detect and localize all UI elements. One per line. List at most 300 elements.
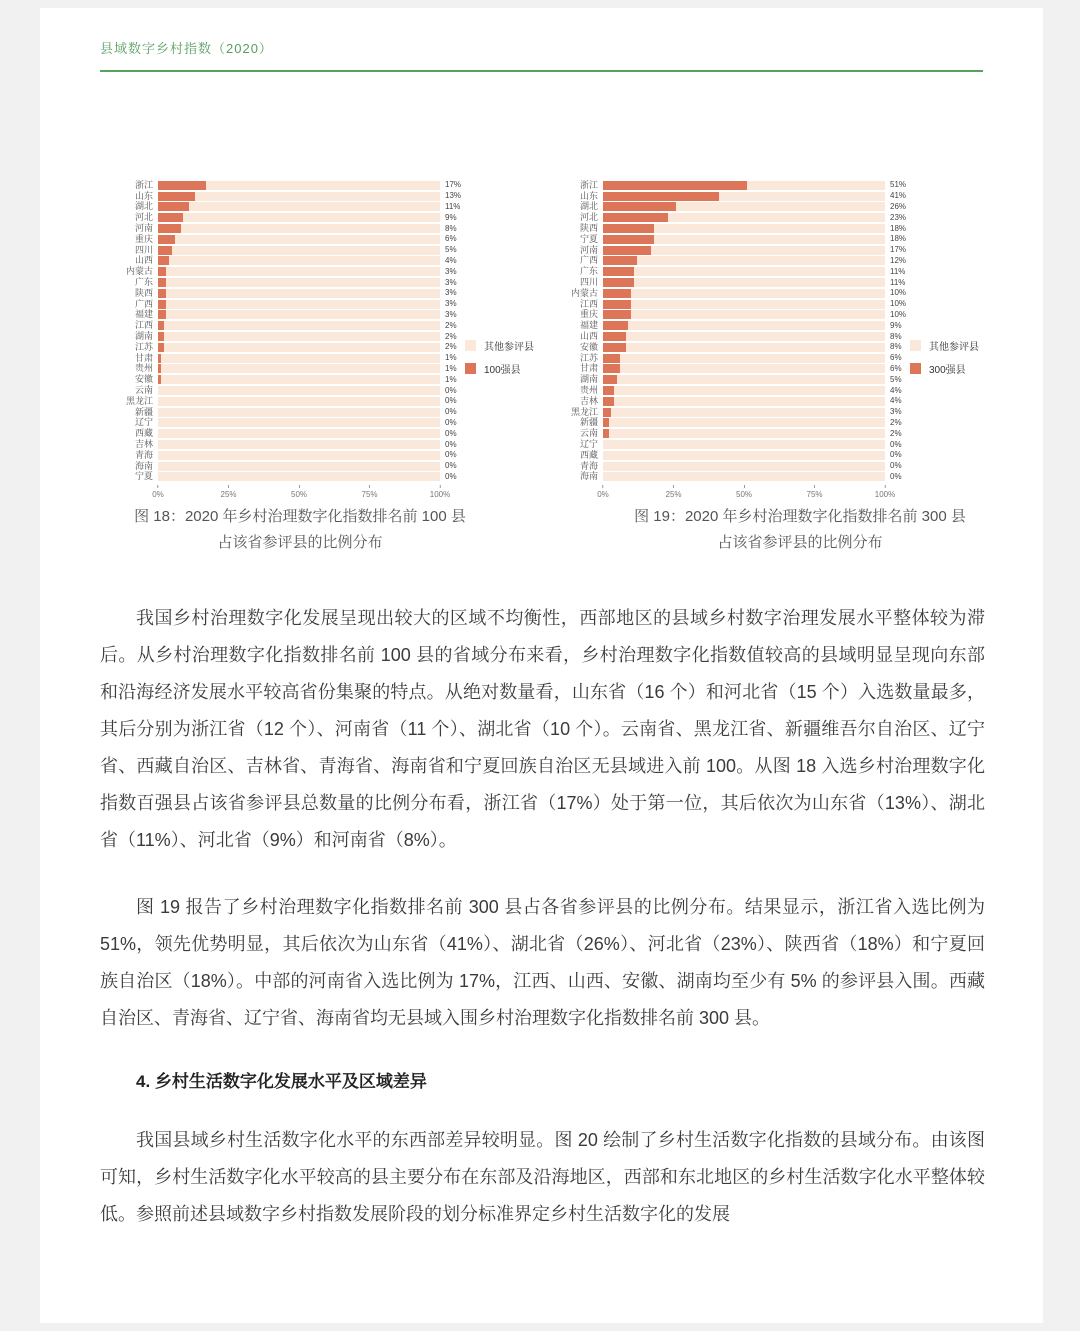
chart-row bbox=[98, 288, 538, 299]
value-label: 11% bbox=[445, 201, 461, 211]
bar-segment bbox=[603, 192, 719, 201]
legend-item bbox=[465, 361, 534, 376]
tick-mark bbox=[814, 485, 815, 488]
chart-row bbox=[543, 310, 983, 321]
tick-label: 50% bbox=[735, 490, 753, 500]
bar-track bbox=[603, 246, 885, 255]
value-label: 0% bbox=[445, 428, 457, 438]
chart-rows bbox=[98, 180, 538, 482]
bar-segment bbox=[603, 202, 676, 211]
figure-caption-18 bbox=[110, 504, 490, 556]
tick-mark bbox=[673, 485, 674, 488]
page-header bbox=[100, 38, 983, 72]
chart-row bbox=[543, 266, 983, 277]
bar-track bbox=[603, 181, 885, 190]
tick-label: 25% bbox=[220, 490, 237, 500]
tick-mark bbox=[228, 485, 229, 488]
value-label: 8% bbox=[445, 223, 457, 233]
chart-row bbox=[543, 223, 983, 234]
province-label: 广东 bbox=[579, 266, 598, 277]
bar-track bbox=[603, 289, 885, 298]
value-label: 5% bbox=[445, 245, 457, 255]
value-label: 0% bbox=[445, 461, 457, 471]
bar-segment bbox=[603, 278, 634, 287]
bar-segment bbox=[603, 397, 614, 406]
bar-segment bbox=[603, 408, 611, 417]
value-label: 12% bbox=[890, 255, 907, 265]
bar-track bbox=[158, 462, 440, 471]
legend-label: 其他参评县 bbox=[929, 342, 979, 353]
bar-track bbox=[158, 386, 440, 395]
chart-row bbox=[98, 191, 538, 202]
document-page bbox=[40, 8, 1043, 1323]
value-label: 2% bbox=[445, 342, 457, 352]
legend-swatch bbox=[910, 340, 921, 351]
page-title: 县域数字乡村指数（2020） bbox=[100, 41, 273, 56]
value-label: 1% bbox=[445, 363, 457, 373]
bar-track bbox=[603, 256, 885, 265]
tick-label: 100% bbox=[874, 490, 896, 500]
value-label: 3% bbox=[445, 277, 457, 287]
legend-label: 300强县 bbox=[929, 365, 966, 376]
value-label: 5% bbox=[890, 374, 902, 384]
value-label: 0% bbox=[890, 450, 902, 460]
tick-mark bbox=[298, 485, 299, 488]
chart-row bbox=[543, 299, 983, 310]
value-label: 18% bbox=[890, 223, 907, 233]
value-label: 0% bbox=[890, 439, 902, 449]
value-label: 3% bbox=[445, 266, 457, 276]
bar-segment bbox=[158, 354, 161, 363]
value-label: 41% bbox=[890, 191, 907, 201]
bar-track bbox=[603, 332, 885, 341]
value-label: 3% bbox=[890, 407, 902, 417]
axis-tick bbox=[220, 485, 236, 499]
tick-mark bbox=[603, 485, 604, 488]
chart-row bbox=[98, 461, 538, 472]
bar-track bbox=[158, 418, 440, 427]
bar-track bbox=[158, 300, 440, 309]
province-label: 黑龙江 bbox=[125, 395, 153, 406]
tick-mark bbox=[369, 485, 370, 488]
chart-row bbox=[98, 385, 538, 396]
province-label: 辽宁 bbox=[579, 439, 598, 450]
axis-tick bbox=[430, 485, 450, 499]
bar-segment bbox=[603, 224, 654, 233]
bar-track bbox=[603, 224, 885, 233]
bar-segment bbox=[158, 364, 161, 373]
bar-segment bbox=[158, 343, 164, 352]
tick-mark bbox=[885, 485, 886, 488]
bar-segment bbox=[603, 375, 617, 384]
axis-tick bbox=[361, 485, 377, 499]
province-label: 江苏 bbox=[579, 352, 598, 363]
province-label: 湖南 bbox=[134, 331, 153, 342]
bar-track bbox=[603, 472, 885, 481]
value-label: 10% bbox=[890, 299, 907, 309]
tick-label: 100% bbox=[429, 490, 451, 500]
axis-tick bbox=[291, 485, 307, 499]
value-label: 3% bbox=[445, 288, 457, 298]
bar-segment bbox=[603, 256, 637, 265]
province-label: 贵州 bbox=[134, 363, 153, 374]
province-label: 甘肃 bbox=[134, 352, 153, 363]
chart-row bbox=[543, 385, 983, 396]
tick-label: 75% bbox=[806, 490, 823, 500]
province-label: 河南 bbox=[134, 223, 153, 234]
value-label: 10% bbox=[890, 309, 907, 319]
province-label: 内蒙古 bbox=[125, 266, 153, 277]
chart-row bbox=[98, 310, 538, 321]
province-label: 河南 bbox=[579, 244, 598, 255]
bar-segment bbox=[603, 310, 631, 319]
bar-track bbox=[603, 451, 885, 460]
chart-row bbox=[543, 245, 983, 256]
bar-track bbox=[603, 202, 885, 211]
value-label: 18% bbox=[890, 234, 907, 244]
province-label: 湖北 bbox=[579, 201, 598, 212]
bar-track bbox=[603, 408, 885, 417]
bar-segment bbox=[158, 246, 172, 255]
paragraph-1: 我国乡村治理数字化发展呈现出较大的区域不均衡性，西部地区的县域乡村数字治理发展水平整体较为滞后。从乡村治理数字化指数排名前 100 县的省域分布来看，乡村治理数字化指数值较高的县域明显呈现向东部和沿海经济发展水平较高省份集聚的特点。从绝对数量看，山东省（16 个）和河北省（15 个）入选数量最多，其后分别为浙江省（12 个）、河南省（11 个）、湖北省（10 个）。云南省、黑龙江省、新疆维吾尔自治区、辽宁省、西藏自治区、吉林省、青海省、海南省和宁夏回族自治区无县域进入前 100。从图 18 入选乡村治理数字化指数百强县占该省参评县总数量的比例分布看，浙江省（17%）处于第一位，其后依次为山东省（13%）、湖北省（11%）、河北省（9%）和河南省（8%）。 bbox=[100, 608, 985, 850]
bar-segment bbox=[603, 289, 631, 298]
chart-row bbox=[98, 223, 538, 234]
bar-segment bbox=[158, 310, 166, 319]
paragraph-2: 图 19 报告了乡村治理数字化指数排名前 300 县占各省参评县的比例分布。结果显示，浙江省入选比例为 51%，领先优势明显，其后依次为山东省（41%）、湖北省（26%）、河北省（23%）、陕西省（18%）和宁夏回族自治区（18%）。中部的河南省入选比例为 17%，江西、山西、安徽、湖南均至少有 5% 的参评县入围。西藏自治区、青海省、辽宁省、海南省均无县域入围乡村治理数字化指数排名前 300 县。 bbox=[100, 897, 985, 1028]
bar-track bbox=[158, 267, 440, 276]
axis-tick bbox=[875, 485, 895, 499]
chart-row bbox=[543, 202, 983, 213]
bar-segment bbox=[158, 267, 166, 276]
chart-row bbox=[98, 396, 538, 407]
province-label: 江西 bbox=[579, 298, 598, 309]
province-label: 新疆 bbox=[579, 417, 598, 428]
caption-line: 图 18：2020 年乡村治理数字化指数排名前 100 县 bbox=[134, 508, 466, 525]
value-label: 8% bbox=[890, 331, 902, 341]
chart-row bbox=[98, 428, 538, 439]
chart-row bbox=[543, 472, 983, 483]
bar-track bbox=[603, 278, 885, 287]
value-label: 2% bbox=[445, 320, 457, 330]
value-label: 1% bbox=[445, 353, 457, 363]
chart-row bbox=[543, 439, 983, 450]
legend-swatch bbox=[465, 340, 476, 351]
province-label: 江苏 bbox=[134, 341, 153, 352]
province-label: 河北 bbox=[134, 212, 153, 223]
tick-mark bbox=[743, 485, 744, 488]
value-label: 3% bbox=[445, 309, 457, 319]
legend-item bbox=[910, 338, 979, 353]
chart-row bbox=[543, 234, 983, 245]
value-label: 4% bbox=[445, 255, 457, 265]
value-label: 2% bbox=[890, 428, 902, 438]
bar-track bbox=[158, 364, 440, 373]
caption-line: 占该省参评县的比例分布 bbox=[217, 534, 383, 551]
bar-track bbox=[603, 343, 885, 352]
bar-track bbox=[158, 408, 440, 417]
province-label: 广西 bbox=[134, 298, 153, 309]
bar-segment bbox=[603, 332, 626, 341]
bar-track bbox=[158, 343, 440, 352]
province-label: 甘肃 bbox=[579, 363, 598, 374]
chart-row bbox=[543, 212, 983, 223]
province-label: 海南 bbox=[579, 471, 598, 482]
chart-row bbox=[98, 212, 538, 223]
bar-track bbox=[158, 192, 440, 201]
bar-track bbox=[158, 289, 440, 298]
bar-segment bbox=[603, 213, 668, 222]
section-heading: 4. 乡村生活数字化发展水平及区域差异 bbox=[136, 1072, 427, 1091]
bar-track bbox=[158, 278, 440, 287]
province-label: 广西 bbox=[579, 255, 598, 266]
value-label: 23% bbox=[890, 212, 907, 222]
bar-track bbox=[158, 397, 440, 406]
province-label: 山西 bbox=[579, 331, 598, 342]
province-label: 吉林 bbox=[134, 439, 153, 450]
bar-segment bbox=[158, 181, 206, 190]
chart-row bbox=[543, 180, 983, 191]
bar-segment bbox=[158, 202, 189, 211]
province-label: 新疆 bbox=[134, 406, 153, 417]
province-label: 宁夏 bbox=[134, 471, 153, 482]
chart-row bbox=[98, 180, 538, 191]
bar-segment bbox=[158, 375, 161, 384]
bar-track bbox=[158, 224, 440, 233]
bar-track bbox=[603, 429, 885, 438]
bar-track bbox=[603, 462, 885, 471]
value-label: 4% bbox=[890, 396, 902, 406]
bar-segment bbox=[603, 343, 626, 352]
bar-segment bbox=[603, 418, 609, 427]
body-text bbox=[40, 600, 1043, 1233]
bar-track bbox=[158, 429, 440, 438]
chart-row bbox=[98, 407, 538, 418]
value-label: 6% bbox=[890, 363, 902, 373]
bar-track bbox=[158, 310, 440, 319]
legend bbox=[465, 338, 534, 384]
province-label: 山东 bbox=[579, 190, 598, 201]
chart-row bbox=[98, 234, 538, 245]
value-label: 0% bbox=[445, 439, 457, 449]
chart-row bbox=[98, 256, 538, 267]
bar-segment bbox=[603, 386, 614, 395]
legend-item bbox=[910, 361, 979, 376]
tick-mark bbox=[440, 485, 441, 488]
value-label: 11% bbox=[890, 266, 906, 276]
province-label: 广东 bbox=[134, 277, 153, 288]
chart-row bbox=[543, 407, 983, 418]
value-label: 3% bbox=[445, 299, 457, 309]
province-label: 宁夏 bbox=[579, 233, 598, 244]
value-label: 0% bbox=[445, 417, 457, 427]
value-label: 0% bbox=[445, 471, 457, 481]
bar-track bbox=[158, 213, 440, 222]
figure-caption-19 bbox=[610, 504, 990, 556]
province-label: 西藏 bbox=[579, 449, 598, 460]
bar-track bbox=[158, 181, 440, 190]
value-label: 2% bbox=[445, 331, 457, 341]
legend-label: 100强县 bbox=[484, 365, 521, 376]
province-label: 湖南 bbox=[579, 374, 598, 385]
bar-segment bbox=[603, 300, 631, 309]
province-label: 内蒙古 bbox=[570, 287, 598, 298]
bar-segment bbox=[158, 224, 181, 233]
chart-row bbox=[98, 266, 538, 277]
axis-tick bbox=[665, 485, 681, 499]
x-axis bbox=[597, 485, 896, 501]
province-label: 重庆 bbox=[134, 233, 153, 244]
province-label: 江西 bbox=[134, 320, 153, 331]
chart-row bbox=[543, 396, 983, 407]
province-label: 山东 bbox=[134, 190, 153, 201]
province-label: 安徽 bbox=[134, 374, 153, 385]
bar-track bbox=[603, 386, 885, 395]
bar-segment bbox=[158, 235, 175, 244]
chart-row bbox=[543, 191, 983, 202]
bar-track bbox=[603, 354, 885, 363]
chart-row bbox=[543, 450, 983, 461]
bar-track bbox=[158, 202, 440, 211]
province-label: 辽宁 bbox=[134, 417, 153, 428]
chart-row bbox=[543, 277, 983, 288]
legend-swatch bbox=[465, 363, 476, 374]
province-label: 安徽 bbox=[579, 341, 598, 352]
province-label: 云南 bbox=[579, 428, 598, 439]
caption-line: 占该省参评县的比例分布 bbox=[717, 534, 883, 551]
value-label: 0% bbox=[445, 396, 457, 406]
paragraph-3: 我国县域乡村生活数字化水平的东西部差异较明显。图 20 绘制了乡村生活数字化指数的县域分布。由该图可知，乡村生活数字化水平较高的县主要分布在东部及沿海地区，西部和东北地区的乡村生活数字化水平整体较低。参照前述县域数字乡村指数发展阶段的划分标准界定乡村生活数字化的发展 bbox=[100, 1130, 985, 1224]
value-label: 0% bbox=[890, 461, 902, 471]
bar-segment bbox=[603, 246, 651, 255]
bar-segment bbox=[603, 235, 654, 244]
value-label: 10% bbox=[890, 288, 907, 298]
province-label: 海南 bbox=[134, 460, 153, 471]
tick-label: 75% bbox=[361, 490, 378, 500]
bar-track bbox=[603, 235, 885, 244]
province-label: 云南 bbox=[134, 385, 153, 396]
province-label: 吉林 bbox=[579, 395, 598, 406]
bar-segment bbox=[158, 300, 166, 309]
bar-track bbox=[603, 267, 885, 276]
province-label: 黑龙江 bbox=[570, 406, 598, 417]
legend-label: 其他参评县 bbox=[484, 342, 534, 353]
province-label: 重庆 bbox=[579, 309, 598, 320]
value-label: 0% bbox=[445, 450, 457, 460]
chart-row bbox=[98, 277, 538, 288]
axis-tick bbox=[152, 485, 164, 499]
x-axis bbox=[152, 485, 451, 501]
tick-label: 0% bbox=[597, 490, 609, 500]
figures-region bbox=[40, 72, 1043, 600]
province-label: 四川 bbox=[134, 244, 153, 255]
chart-row bbox=[543, 288, 983, 299]
province-label: 四川 bbox=[579, 277, 598, 288]
value-label: 0% bbox=[445, 407, 457, 417]
bar-track bbox=[603, 440, 885, 449]
bar-segment bbox=[158, 192, 195, 201]
chart-row bbox=[98, 320, 538, 331]
province-label: 贵州 bbox=[579, 385, 598, 396]
bar-segment bbox=[603, 364, 620, 373]
bar-track bbox=[158, 375, 440, 384]
value-label: 17% bbox=[890, 245, 907, 255]
chart-row bbox=[98, 299, 538, 310]
tick-label: 25% bbox=[665, 490, 682, 500]
province-label: 青海 bbox=[134, 449, 153, 460]
chart-row bbox=[543, 418, 983, 429]
tick-mark bbox=[158, 485, 159, 488]
province-label: 福建 bbox=[134, 309, 153, 320]
bar-segment bbox=[158, 278, 166, 287]
bar-segment bbox=[603, 267, 634, 276]
province-label: 青海 bbox=[579, 460, 598, 471]
chart-row bbox=[98, 245, 538, 256]
province-label: 湖北 bbox=[134, 201, 153, 212]
chart-fig18 bbox=[98, 180, 538, 501]
value-label: 1% bbox=[445, 374, 457, 384]
value-label: 17% bbox=[445, 180, 462, 190]
bar-track bbox=[603, 375, 885, 384]
province-label: 陕西 bbox=[579, 223, 598, 234]
bar-track bbox=[158, 332, 440, 341]
bar-track bbox=[158, 256, 440, 265]
value-label: 4% bbox=[890, 385, 902, 395]
chart-row bbox=[98, 439, 538, 450]
axis-tick bbox=[597, 485, 609, 499]
bar-track bbox=[158, 321, 440, 330]
province-label: 河北 bbox=[579, 212, 598, 223]
bar-segment bbox=[603, 181, 747, 190]
tick-label: 50% bbox=[290, 490, 308, 500]
chart-row bbox=[98, 202, 538, 213]
value-label: 6% bbox=[445, 234, 457, 244]
legend-item bbox=[465, 338, 534, 353]
chart-fig19 bbox=[543, 180, 983, 501]
bar-track bbox=[603, 321, 885, 330]
bar-track bbox=[603, 310, 885, 319]
legend-swatch bbox=[910, 363, 921, 374]
bar-segment bbox=[158, 321, 164, 330]
bar-track bbox=[158, 440, 440, 449]
value-label: 51% bbox=[890, 180, 907, 190]
chart-row bbox=[543, 428, 983, 439]
province-label: 福建 bbox=[579, 320, 598, 331]
value-label: 6% bbox=[890, 353, 902, 363]
bar-track bbox=[603, 397, 885, 406]
bar-track bbox=[158, 472, 440, 481]
value-label: 8% bbox=[890, 342, 902, 352]
bar-track bbox=[603, 192, 885, 201]
value-label: 9% bbox=[445, 212, 457, 222]
value-label: 26% bbox=[890, 201, 907, 211]
province-label: 山西 bbox=[134, 255, 153, 266]
chart-row bbox=[543, 320, 983, 331]
bar-track bbox=[158, 354, 440, 363]
value-label: 0% bbox=[890, 471, 902, 481]
axis-tick bbox=[806, 485, 822, 499]
chart-row bbox=[98, 450, 538, 461]
value-label: 2% bbox=[890, 417, 902, 427]
axis-tick bbox=[736, 485, 752, 499]
bar-track bbox=[603, 213, 885, 222]
legend bbox=[910, 338, 979, 384]
value-label: 13% bbox=[445, 191, 462, 201]
bar-track bbox=[603, 364, 885, 373]
bar-segment bbox=[158, 256, 169, 265]
province-label: 西藏 bbox=[134, 428, 153, 439]
chart-row bbox=[98, 418, 538, 429]
province-label: 浙江 bbox=[579, 179, 598, 190]
